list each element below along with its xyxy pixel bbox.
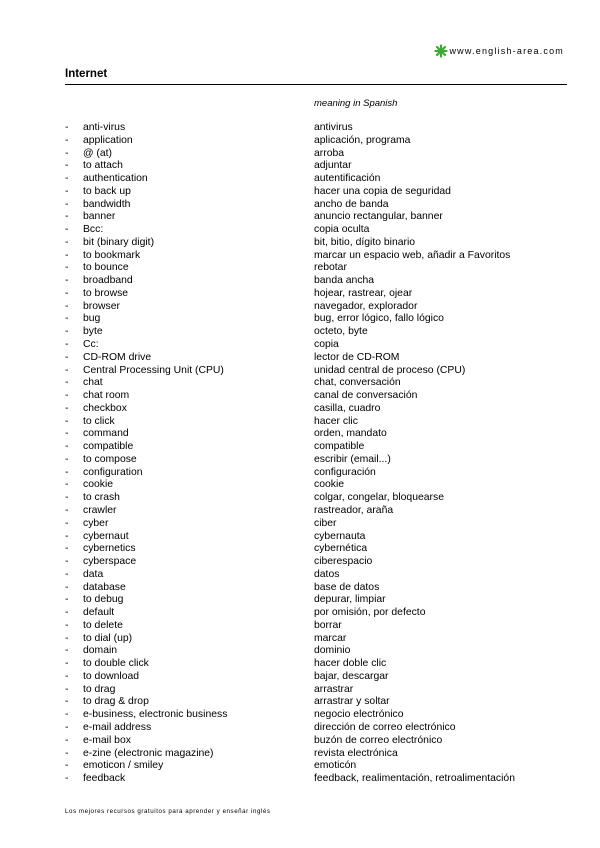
- bullet-dash: -: [65, 326, 69, 338]
- english-term: authentication: [83, 173, 148, 185]
- english-term: bit (binary digit): [83, 236, 155, 248]
- list-item: [65, 416, 565, 429]
- list-item: [65, 722, 565, 735]
- english-term: to attach: [83, 160, 123, 172]
- english-term: Bcc:: [83, 224, 104, 236]
- english-term: default: [83, 607, 115, 619]
- bullet-dash: -: [65, 453, 69, 465]
- english-term: to compose: [83, 453, 137, 465]
- spanish-meaning: rebotar: [314, 262, 347, 274]
- english-term: to drag: [83, 683, 116, 695]
- english-term: cookie: [83, 479, 114, 491]
- spanish-meaning: rastreador, araña: [314, 504, 394, 516]
- bullet-dash: -: [65, 441, 69, 453]
- english-term: Central Processing Unit (CPU): [83, 364, 224, 376]
- bullet-dash: -: [65, 607, 69, 619]
- spanish-meaning: dominio: [314, 645, 351, 657]
- bullet-dash: -: [65, 364, 69, 376]
- bullet-dash: -: [65, 428, 69, 440]
- spanish-meaning: base de datos: [314, 581, 380, 593]
- english-term: cybernetics: [83, 543, 136, 555]
- english-term: chat: [83, 377, 103, 389]
- english-term: data: [83, 568, 104, 580]
- list-item: [65, 543, 565, 556]
- english-term: feedback: [83, 773, 126, 785]
- bullet-dash: -: [65, 313, 69, 325]
- brand-url: www.english-area.com: [449, 46, 564, 56]
- list-item: [65, 160, 565, 173]
- list-item: [65, 237, 565, 250]
- spanish-meaning: arroba: [314, 147, 345, 159]
- list-item: [65, 518, 565, 531]
- spanish-meaning: canal de conversación: [314, 390, 418, 402]
- english-term: e-mail box: [83, 734, 131, 746]
- english-term: to delete: [83, 619, 123, 631]
- spanish-meaning: navegador, explorador: [314, 300, 418, 312]
- list-item: [65, 339, 565, 352]
- bullet-dash: -: [65, 466, 69, 478]
- bullet-dash: -: [65, 224, 69, 236]
- list-item: [65, 224, 565, 237]
- spanish-meaning: emoticón: [314, 760, 357, 772]
- bullet-dash: -: [65, 185, 69, 197]
- bullet-dash: -: [65, 619, 69, 631]
- bullet-dash: -: [65, 211, 69, 223]
- english-term: CD-ROM drive: [83, 351, 152, 363]
- list-item: [65, 531, 565, 544]
- list-item: [65, 262, 565, 275]
- spanish-meaning: casilla, cuadro: [314, 402, 381, 414]
- list-item: [65, 569, 565, 582]
- spanish-meaning: cybernética: [314, 543, 368, 555]
- spanish-meaning: cookie: [314, 479, 345, 491]
- english-term: to bounce: [83, 262, 129, 274]
- green-star-logo-icon: [434, 44, 448, 58]
- english-term: to drag & drop: [83, 696, 149, 708]
- english-term: to back up: [83, 185, 131, 197]
- vocabulary-list: [65, 122, 565, 786]
- spanish-meaning: ciber: [314, 517, 337, 529]
- spanish-meaning: anuncio rectangular, banner: [314, 211, 443, 223]
- page-title: Internet: [65, 68, 108, 80]
- spanish-meaning: arrastrar: [314, 683, 354, 695]
- english-term: to crash: [83, 492, 120, 504]
- spanish-meaning: depurar, limpiar: [314, 594, 386, 606]
- english-term: application: [83, 134, 133, 146]
- bullet-dash: -: [65, 709, 69, 721]
- list-item: [65, 403, 565, 416]
- spanish-meaning: hacer doble clic: [314, 658, 387, 670]
- spanish-meaning: dirección de correo electrónico: [314, 721, 456, 733]
- bullet-dash: -: [65, 568, 69, 580]
- spanish-meaning: copia oculta: [314, 224, 370, 236]
- spanish-meaning: buzón de correo electrónico: [314, 734, 443, 746]
- list-item: [65, 148, 565, 161]
- spanish-meaning: chat, conversación: [314, 377, 401, 389]
- english-term: to click: [83, 415, 115, 427]
- english-term: anti-virus: [83, 122, 126, 133]
- list-item: [65, 135, 565, 148]
- english-term: to double click: [83, 658, 149, 670]
- list-item: [65, 313, 565, 326]
- spanish-meaning: bajar, descargar: [314, 670, 389, 682]
- bullet-dash: -: [65, 658, 69, 670]
- list-item: [65, 671, 565, 684]
- spanish-meaning: octeto, byte: [314, 326, 368, 338]
- bullet-dash: -: [65, 492, 69, 504]
- english-term: to dial (up): [83, 632, 133, 644]
- bullet-dash: -: [65, 530, 69, 542]
- bullet-dash: -: [65, 147, 69, 159]
- english-term: cybernaut: [83, 530, 129, 542]
- bullet-dash: -: [65, 287, 69, 299]
- english-term: to download: [83, 670, 140, 682]
- list-item: [65, 467, 565, 480]
- column-heading: meaning in Spanish: [314, 98, 398, 109]
- list-item: [65, 709, 565, 722]
- english-term: banner: [83, 211, 116, 223]
- list-item: [65, 454, 565, 467]
- spanish-meaning: copia: [314, 339, 339, 351]
- english-term: to debug: [83, 594, 124, 606]
- bullet-dash: -: [65, 760, 69, 772]
- list-item: [65, 684, 565, 697]
- bullet-dash: -: [65, 747, 69, 759]
- bullet-dash: -: [65, 415, 69, 427]
- bullet-dash: -: [65, 645, 69, 657]
- spanish-meaning: revista electrónica: [314, 747, 398, 759]
- bullet-dash: -: [65, 160, 69, 172]
- bullet-dash: -: [65, 556, 69, 568]
- bullet-dash: -: [65, 543, 69, 555]
- bullet-dash: -: [65, 594, 69, 606]
- bullet-dash: -: [65, 479, 69, 491]
- bullet-dash: -: [65, 670, 69, 682]
- bullet-dash: -: [65, 721, 69, 733]
- list-item: [65, 250, 565, 263]
- english-term: to browse: [83, 287, 129, 299]
- list-item: [65, 658, 565, 671]
- list-item: [65, 582, 565, 595]
- spanish-meaning: feedback, realimentación, retroalimentación: [314, 773, 515, 785]
- spanish-meaning: hacer una copia de seguridad: [314, 185, 451, 197]
- list-item: [65, 505, 565, 518]
- spanish-meaning: datos: [314, 568, 340, 580]
- list-item: [65, 479, 565, 492]
- footer-text: Los mejores recursos gratuitos para aprender y enseñar inglés: [65, 808, 271, 815]
- bullet-dash: -: [65, 504, 69, 516]
- bullet-dash: -: [65, 696, 69, 708]
- spanish-meaning: banda ancha: [314, 275, 375, 287]
- bullet-dash: -: [65, 773, 69, 785]
- english-term: broadband: [83, 275, 133, 287]
- bullet-dash: -: [65, 275, 69, 287]
- english-term: emoticon / smiley: [83, 760, 164, 772]
- list-item: [65, 211, 565, 224]
- list-item: [65, 428, 565, 441]
- english-term: bandwidth: [83, 198, 131, 210]
- list-item: [65, 186, 565, 199]
- bullet-dash: -: [65, 134, 69, 146]
- spanish-meaning: colgar, congelar, bloquearse: [314, 492, 444, 504]
- bullet-dash: -: [65, 581, 69, 593]
- spanish-meaning: por omisión, por defecto: [314, 607, 426, 619]
- list-item: [65, 594, 565, 607]
- english-term: configuration: [83, 466, 143, 478]
- spanish-meaning: marcar: [314, 632, 347, 644]
- spanish-meaning: cybernauta: [314, 530, 366, 542]
- english-term: compatible: [83, 441, 134, 453]
- bullet-dash: -: [65, 262, 69, 274]
- english-term: e-mail address: [83, 721, 152, 733]
- bullet-dash: -: [65, 339, 69, 351]
- spanish-meaning: negocio electrónico: [314, 709, 404, 721]
- spanish-meaning: configuración: [314, 466, 376, 478]
- list-item: [65, 365, 565, 378]
- bullet-dash: -: [65, 249, 69, 261]
- bullet-dash: -: [65, 351, 69, 363]
- list-item: [65, 326, 565, 339]
- spanish-meaning: lector de CD-ROM: [314, 351, 400, 363]
- spanish-meaning: bug, error lógico, fallo lógico: [314, 313, 444, 325]
- list-item: [65, 275, 565, 288]
- brand[interactable]: [434, 44, 564, 58]
- english-term: chat room: [83, 390, 130, 402]
- list-item: [65, 441, 565, 454]
- english-term: cyberspace: [83, 556, 137, 568]
- spanish-meaning: aplicación, programa: [314, 134, 411, 146]
- list-item: [65, 301, 565, 314]
- title-divider: [65, 84, 567, 85]
- spanish-meaning: arrastrar y soltar: [314, 696, 390, 708]
- list-item: [65, 645, 565, 658]
- spanish-meaning: adjuntar: [314, 160, 352, 172]
- bullet-dash: -: [65, 300, 69, 312]
- list-item: [65, 556, 565, 569]
- spanish-meaning: antivirus: [314, 122, 353, 133]
- bullet-dash: -: [65, 173, 69, 185]
- english-term: @ (at): [83, 147, 113, 159]
- list-item: [65, 288, 565, 301]
- english-term: e-zine (electronic magazine): [83, 747, 214, 759]
- list-item: [65, 390, 565, 403]
- list-item: [65, 352, 565, 365]
- list-item: [65, 760, 565, 773]
- bullet-dash: -: [65, 377, 69, 389]
- list-item: [65, 696, 565, 709]
- spanish-meaning: hojear, rastrear, ojear: [314, 287, 413, 299]
- english-term: command: [83, 428, 129, 440]
- list-item: [65, 377, 565, 390]
- spanish-meaning: autentificación: [314, 173, 381, 185]
- bullet-dash: -: [65, 236, 69, 248]
- spanish-meaning: ciberespacio: [314, 556, 373, 568]
- list-item: [65, 122, 565, 135]
- english-term: bug: [83, 313, 101, 325]
- bullet-dash: -: [65, 517, 69, 529]
- bullet-dash: -: [65, 683, 69, 695]
- list-item: [65, 620, 565, 633]
- list-item: [65, 633, 565, 646]
- bullet-dash: -: [65, 198, 69, 210]
- spanish-meaning: bit, bitio, dígito binario: [314, 236, 416, 248]
- english-term: byte: [83, 326, 103, 338]
- spanish-meaning: marcar un espacio web, añadir a Favoritos: [314, 249, 511, 261]
- english-term: Cc:: [83, 339, 99, 351]
- english-term: cyber: [83, 517, 109, 529]
- spanish-meaning: escribir (email...): [314, 453, 391, 465]
- bullet-dash: -: [65, 122, 69, 133]
- bullet-dash: -: [65, 632, 69, 644]
- list-item: [65, 173, 565, 186]
- bullet-dash: -: [65, 390, 69, 402]
- english-term: checkbox: [83, 402, 127, 414]
- english-term: domain: [83, 645, 118, 657]
- list-item: [65, 748, 565, 761]
- english-term: browser: [83, 300, 120, 312]
- list-item: [65, 773, 565, 786]
- english-term: to bookmark: [83, 249, 141, 261]
- spanish-meaning: borrar: [314, 619, 342, 631]
- list-item: [65, 607, 565, 620]
- spanish-meaning: orden, mandato: [314, 428, 387, 440]
- bullet-dash: -: [65, 402, 69, 414]
- english-term: crawler: [83, 504, 117, 516]
- spanish-meaning: ancho de banda: [314, 198, 389, 210]
- spanish-meaning: compatible: [314, 441, 365, 453]
- spanish-meaning: unidad central de proceso (CPU): [314, 364, 466, 376]
- list-item: [65, 735, 565, 748]
- spanish-meaning: hacer clic: [314, 415, 358, 427]
- english-term: e-business, electronic business: [83, 709, 228, 721]
- list-item: [65, 199, 565, 212]
- bullet-dash: -: [65, 734, 69, 746]
- english-term: database: [83, 581, 126, 593]
- list-item: [65, 492, 565, 505]
